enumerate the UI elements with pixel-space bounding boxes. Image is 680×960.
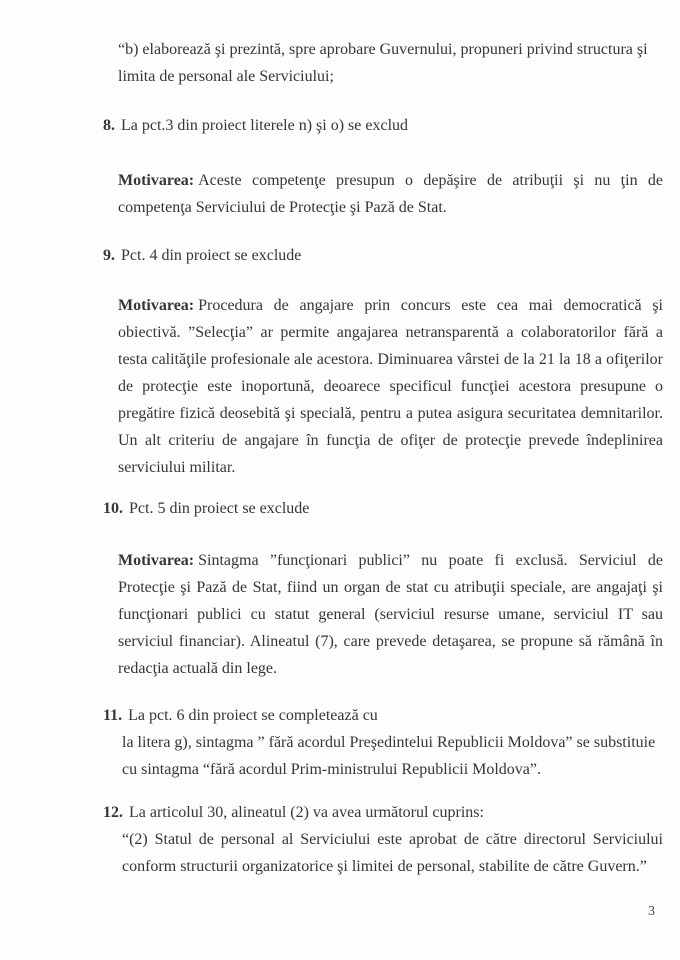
motivation-text: Procedura de angajare prin concurs este cea mai democratică şi obiectivă. ”Selecţia” ar permite angajarea netransparentă a colaboratorilor fără a testa calităţile profesionale ale acestora. Diminuarea vârstei de la 21 la 18 a ofiţerilor de protecţie este inoportună, deoarece specificul funcţiei acestora presupune o pregătire fizică deosebită şi specială, pentru a putea asigura securitatea demnitarilor. Un alt criteriu de angajare în funcţia de ofiţer de protecţie prevede îndeplinirea serviciului militar. [118,297,663,476]
motivation-label: Motivarea: [118,172,195,189]
item-11-continuation: la litera g), sintagma ” fără acordul Preşedintelui Republicii Moldova” se substituie cu sintagma “fără acordul Prim-ministrului Republicii Moldova”. [122,734,656,778]
item-number: 10. [103,500,123,517]
list-item-10 [103,495,663,522]
motivation-paragraph-8 [118,167,663,221]
item-heading-text: La pct.3 din proiect literele n) şi o) se exclud [121,117,409,134]
item-heading-text: Pct. 5 din proiect se exclude [129,500,310,517]
motivation-text: Sintagma ”funcţionari publici” nu poate fi exclusă. Serviciul de Protecţie şi Pază de Stat, fiind un organ de stat cu atribuţii speciale, are angajaţi şi funcţionari publici cu statut general (serviciul resurse umane, serviciul IT sau serviciul financiar). Alineatul (7), care prevede detaşarea, se propune să rămână în redacţia actuală din lege. [118,552,663,677]
intro-paragraph: “b) elaborează şi prezintă, spre aprobare Guvernului, propuneri privind structura şi limita de personal ale Serviciului; [118,41,648,85]
list-item-9 [103,242,663,269]
motivation-label: Motivarea: [118,552,195,569]
list-item-11 [103,702,663,729]
item-number: 9. [103,247,115,264]
item-12-continuation: “(2) Statul de personal al Serviciului este aprobat de către directorul Serviciului conform structurii organizatorice şi limitei de personal, stabilite de către Guvern.” [122,831,663,875]
item-heading-text: Pct. 4 din proiect se exclude [121,247,302,264]
item-number: 12. [103,804,123,821]
item-number: 8. [103,117,115,134]
list-item-12 [103,799,663,826]
motivation-label: Motivarea: [118,297,195,314]
motivation-paragraph-9 [118,292,663,481]
item-heading-text: La pct. 6 din proiect se completează cu [128,707,378,724]
page-number: 3 [648,904,655,919]
motivation-paragraph-10 [118,547,663,682]
list-item-8 [103,112,663,139]
motivation-text: Aceste competenţe presupun o depăşire de atribuţii şi nu ţin de competenţa Serviciului de Protecţie şi Pază de Stat. [118,172,663,216]
item-heading-text: La articolul 30, alineatul (2) va avea următorul cuprins: [129,804,484,821]
item-number: 11. [103,707,123,724]
